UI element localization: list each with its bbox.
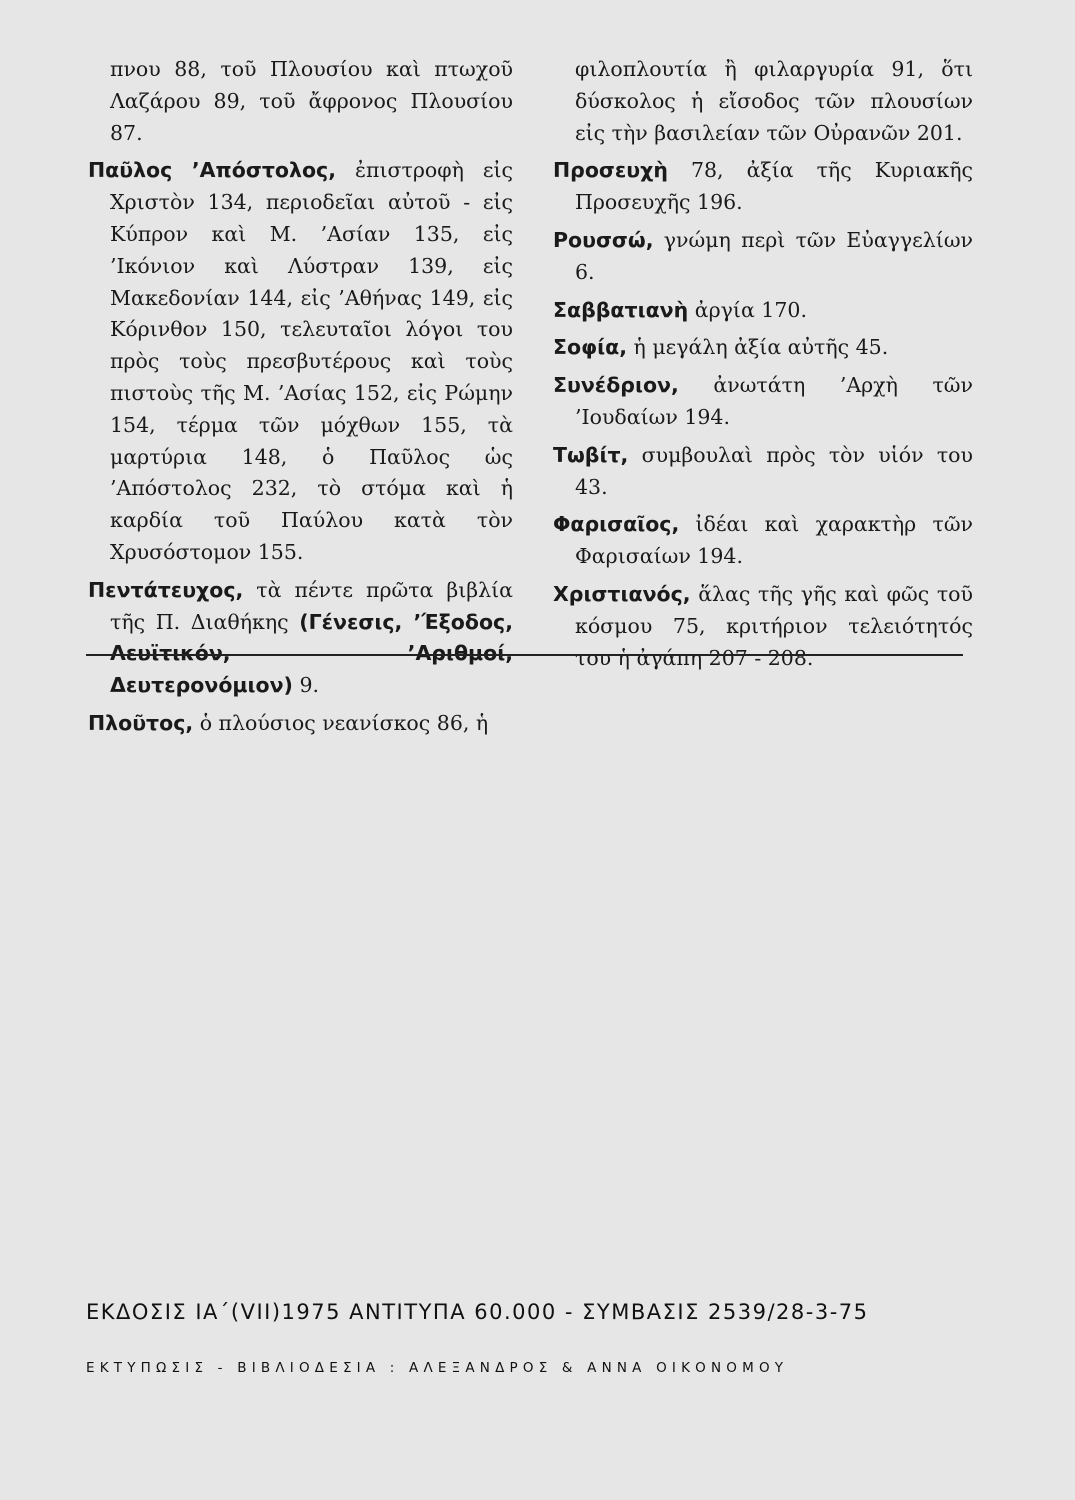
entry-text: πνου 88, τοῦ Πλουσίου καὶ πτωχοῦ Λαζάρου 89, τοῦ ἄφρονος Πλουσίου 87. (110, 57, 513, 145)
index-column-right (553, 54, 973, 680)
index-entry (553, 54, 973, 149)
entry-headword: Φαρισαῖος, (553, 512, 680, 537)
index-entry (553, 370, 973, 434)
entry-headword: Παῦλος ’Απόστολος, (88, 158, 336, 183)
index-entry (553, 225, 973, 289)
entry-text: ὁ πλούσιος νεανίσκος 86, ἡ (199, 710, 489, 735)
entry-text: ἀνωτάτη ’Αρχὴ τῶν ’Ιουδαίων 194. (575, 373, 973, 429)
index-entry (88, 575, 513, 702)
index-entry (88, 54, 513, 149)
index-entry (553, 440, 973, 504)
index-entry (553, 579, 973, 674)
index-entry (88, 155, 513, 568)
horizontal-divider (86, 654, 963, 656)
entry-text: τὰ πέντε πρῶτα βιβλία τῆς Π. Διαθήκης (110, 577, 513, 634)
entry-headword: Ρουσσώ, (553, 227, 654, 252)
entry-headword: Συνέδριον, (553, 373, 679, 398)
printer-credit: ΕΚΤΥΠΩΣΙΣ - ΒΙΒΛΙΟΔΕΣΙΑ : ΑΛΕΞΑΝΔΡΟΣ & ΑΝΝΑ ΟΙΚΟΝΟΜΟΥ (86, 1360, 789, 1376)
index-column-left (88, 54, 513, 746)
entry-text: ἅλας τῆς γῆς καὶ φῶς τοῦ κόσμου 75, κριτήριον τελειότητός του ἡ ἀγάπη 207 - 208. (575, 581, 973, 670)
entry-text: ἰδέαι καὶ χαρακτὴρ τῶν Φαρισαίων 194. (575, 512, 973, 569)
entry-text: ἐπιστροφὴ εἰς Χριστὸν 134, περιοδεῖαι αὐτοῦ - εἰς Κύπρον καὶ Μ. ’Ασίαν 135, εἰς ’Ικόνιον καὶ Λύστραν 139, εἰς Μακεδονίαν 144, εἰς ’Αθήνας 149, εἰς Κόρινθον 150, τελευταῖοι λόγοι του πρὸς τοὺς πρεσβυτέρους καὶ τοὺς πιστοὺς τῆς Μ. ’Ασίας 152, εἰς Ρώμην 154, τέρμα τῶν μόχθων 155, τὰ μαρτύρια 148, ὁ Παῦλος ὡς ’Απόστολος 232, τὸ στόμα καὶ ἡ καρδία τοῦ Παύλου κατὰ τὸν Χρυσόστομον 155. (110, 158, 513, 564)
index-entry (553, 295, 973, 327)
entry-bold-list: (Γένεσις, ’Έξοδος, Λευϊτικόν, ’Αριθμοί, Δευτερονόμιον) (110, 609, 513, 698)
index-entry (553, 155, 973, 219)
entry-text: γνώμη περὶ τῶν Εὐαγγελίων 6. (575, 227, 973, 284)
index-entry (553, 332, 973, 364)
entry-headword: Χριστιανός, (553, 581, 691, 606)
entry-headword: Πεντάτευχος, (88, 577, 244, 602)
entry-headword: Τωβίτ, (553, 442, 629, 467)
entry-headword: Πλοῦτος, (88, 710, 194, 735)
index-entry (553, 509, 973, 573)
entry-text-tail: 9. (299, 673, 320, 698)
entry-headword: Σοφία, (553, 335, 627, 360)
entry-text: ἡ μεγάλη ἀξία αὐτῆς 45. (633, 335, 889, 360)
entry-headword: Σαββατιανὴ (553, 297, 689, 322)
entry-text: συμβουλαὶ πρὸς τὸν υἱόν του 43. (575, 442, 973, 499)
entry-text: φιλοπλουτία ἢ φιλαργυρία 91, ὅτι δύσκολος ἡ εἴσοδος τῶν πλουσίων εἰς τὴν βασιλείαν τῶν Οὐρανῶν 201. (575, 57, 973, 145)
entry-text: 78, ἀξία τῆς Κυριακῆς Προσευχῆς 196. (575, 158, 973, 215)
edition-colophon: ΕΚΔΟΣΙΣ ΙΑ΄(VII)1975 ΑΝΤΙΤΥΠΑ 60.000 - ΣΥΜΒΑΣΙΣ 2539/28-3-75 (86, 1300, 869, 1324)
index-entry (88, 708, 513, 740)
entry-text: ἀργία 170. (694, 297, 807, 322)
entry-headword: Προσευχὴ (553, 158, 668, 183)
